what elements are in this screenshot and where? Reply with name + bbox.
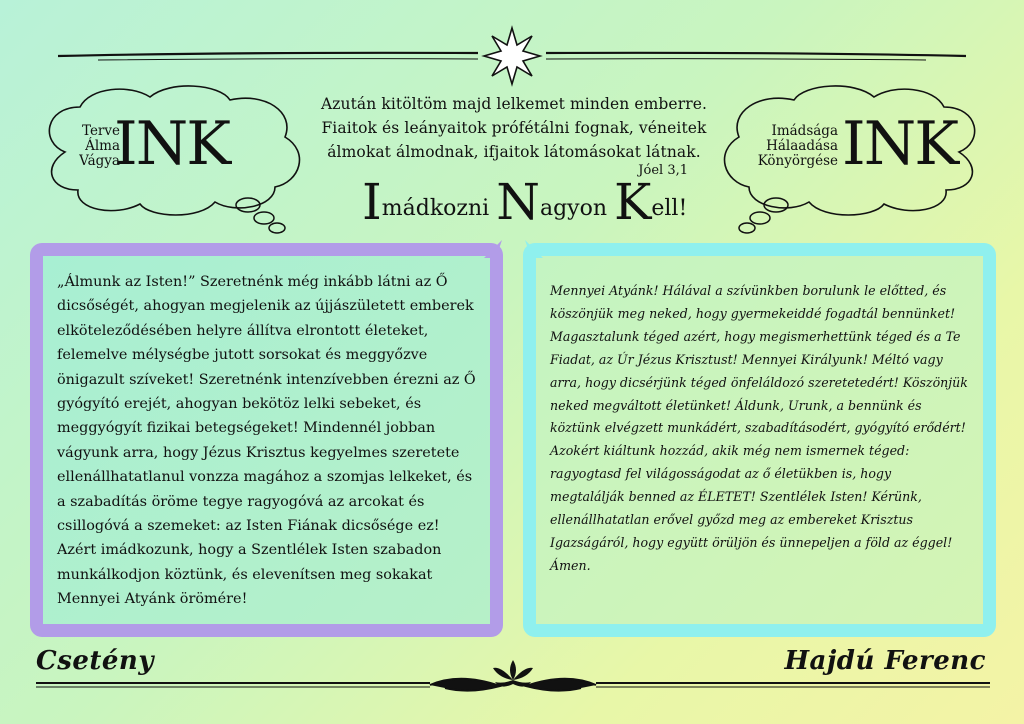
- motto-word: agyon: [539, 196, 614, 221]
- vision-text: „Álmunk az Isten!” Szeretnénk még inkább látni az Ő dicsőségét, ahogyan megjelenik az újjászületett emberek elköteleződésében helyre állítva elrontott életeket, felemelve mélységbe jutott sorsokat és meggyőzve önigazult szíveket! Szeretnénk intenzívebben érezni az Ő gyógyító erejét, ahogyan bekötöz lelki sebeket, és meggyógyít fizikai betegségeket! Mindennél jobban vágyunk arra, hogy Jézus Krisztus kegyelmes szeretete ellenállhatatlanul vonzza magához a szomjas lelkeket, és a szabadítás öröme tegye ragyogóvá az arcokat és csillogóvá a szemeket: az Isten Fiának dicsősége ez! Azért imádkozunk, hogy a Szentlélek Isten szabadon munkálkodjon köztünk, és elevenítsen meg sokakat Mennyei Atyánk örömére!: [57, 274, 476, 608]
- cloud-word: Imádsága: [771, 123, 838, 139]
- eight-point-star-icon: [484, 28, 540, 84]
- motto-title: [362, 173, 688, 235]
- cloud-word: Könyörgése: [757, 153, 838, 169]
- vision-panel: [30, 243, 503, 637]
- cloud-word: Hálaadása: [766, 138, 838, 154]
- prayer-text: Mennyei Atyánk! Hálával a szívünkben borulunk le előtted, és köszönjük meg neked, hogy gyermekeiddé fogadtál bennünket! Magasztalunk téged azért, hogy megismerhettünk téged és a Te Fiadat, az Úr Jézus Krisztust! Mennyei Királyunk! Méltó vagy arra, hogy dicsérjünk téged önfeláldozó szeretetedért! Köszönjük neked megváltott életünket! Áldunk, Urunk, a bennünk és köztünk elvégzett munkádért, szabadításodért, gyógyító erődért! Azokért kiáltunk hozzád, akik még nem ismernek téged: ragyogtasd fel világosságodat az ő életükben is, hogy megtalálják benned az ÉLETET! Szentlélek Isten! Kérünk, ellenállhatatlan erővel győzd meg az embereket Krisztus Igazságáról, hogy együtt örüljön és ünnepeljen a föld az éggel! Ámen.: [550, 283, 968, 573]
- cloud-word: Álma: [85, 138, 120, 154]
- bible-verse: [318, 92, 710, 164]
- verse-reference: Jóel 3,1: [638, 163, 688, 178]
- cloud-left-ink: INK: [114, 109, 230, 179]
- prayer-panel: [523, 243, 996, 637]
- cloud-right-ink: INK: [842, 109, 958, 179]
- motto-initial: N: [496, 173, 540, 231]
- panel-right-tail: [523, 238, 545, 260]
- motto-word: ell!: [651, 196, 688, 221]
- location-name: Csetény: [36, 646, 154, 676]
- motto-word: mádkozni: [381, 196, 497, 221]
- author-name: Hajdú Ferenc: [784, 646, 986, 676]
- leaf-sprig-icon: [493, 660, 533, 687]
- cloud-right-words: [754, 124, 838, 169]
- panel-left-tail: [482, 238, 504, 260]
- motto-initial: K: [614, 173, 652, 231]
- cloud-word: Vágya: [79, 153, 120, 169]
- cloud-word: Terve: [81, 123, 120, 139]
- verse-line: Fiaitok és leányaitok prófétálni fognak, véneitek: [321, 119, 707, 137]
- verse-line: álmokat álmodnak, ifjaitok látomásokat látnak.: [327, 143, 701, 161]
- cloud-left-words: [60, 124, 120, 169]
- motto-initial: I: [362, 173, 382, 231]
- verse-line: Azután kitöltöm majd lelkemet minden emberre.: [320, 95, 708, 113]
